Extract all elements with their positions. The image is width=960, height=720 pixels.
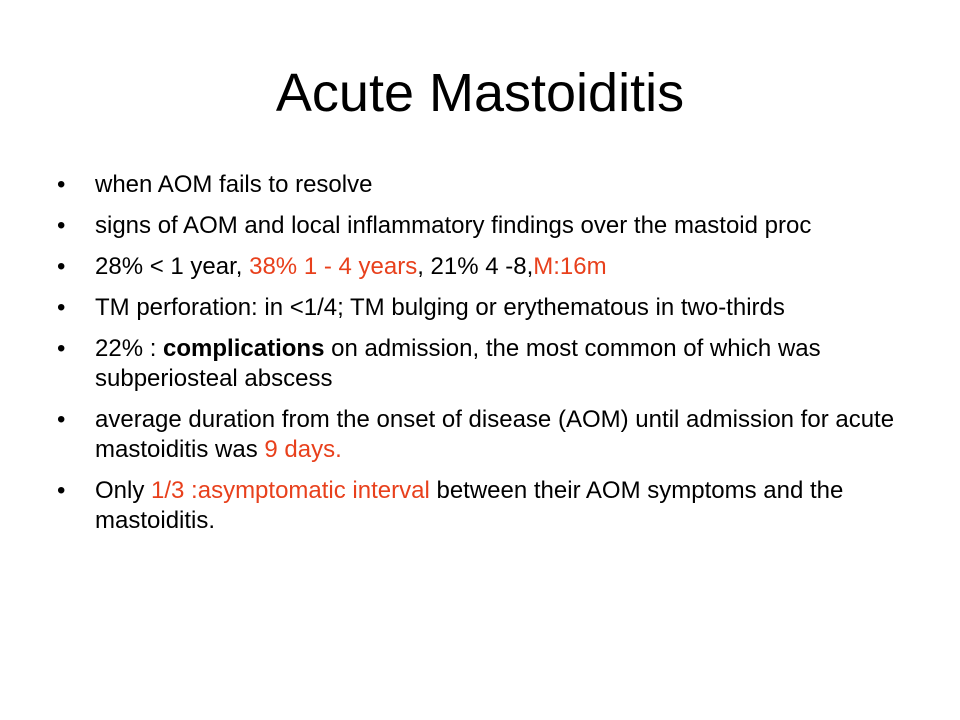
bullet-text: 22% : [95, 335, 164, 362]
bullet-item [57, 334, 907, 394]
bullet-marker: • [57, 253, 66, 280]
bullet-marker: • [57, 477, 66, 504]
highlight-text: M:16m [533, 253, 607, 280]
bullet-text: Only [95, 477, 152, 504]
bullet-text: TM perforation: in <1/4; TM bulging or erythematous in two-thirds [95, 294, 785, 321]
bullet-text: signs of AOM and local inflammatory findings over the mastoid proc [95, 212, 812, 239]
bullet-list [57, 170, 907, 547]
bullet-item [57, 170, 907, 200]
bullet-text: average duration from the onset of disease (AOM) until admission for acute mastoiditis was [95, 406, 895, 463]
bullet-marker: • [57, 171, 66, 198]
highlight-text: 38% 1 - 4 years [249, 253, 418, 280]
bullet-item [57, 211, 907, 241]
bullet-marker: • [57, 294, 66, 321]
bold-text: complications [163, 335, 325, 362]
bullet-item [57, 293, 907, 323]
bullet-text: on admission, the most common of which was subperiosteal abscess [95, 335, 821, 392]
slide-title: Acute Mastoiditis [275, 63, 685, 123]
bullet-text: when AOM fails to resolve [95, 171, 373, 198]
highlight-text: 9 days. [264, 436, 342, 463]
bullet-item [57, 405, 907, 465]
bullet-marker: • [57, 335, 66, 362]
bullet-item [57, 252, 907, 282]
bullet-text: between their AOM symptoms and the mastoiditis. [95, 477, 844, 534]
bullet-marker: • [57, 406, 66, 433]
bullet-item [57, 476, 907, 536]
bullet-text: , 21% 4 -8, [417, 253, 534, 280]
highlight-text: 1/3 :asymptomatic interval [151, 477, 430, 504]
bullet-text: 28% < 1 year, [95, 253, 250, 280]
bullet-marker: • [57, 212, 66, 239]
